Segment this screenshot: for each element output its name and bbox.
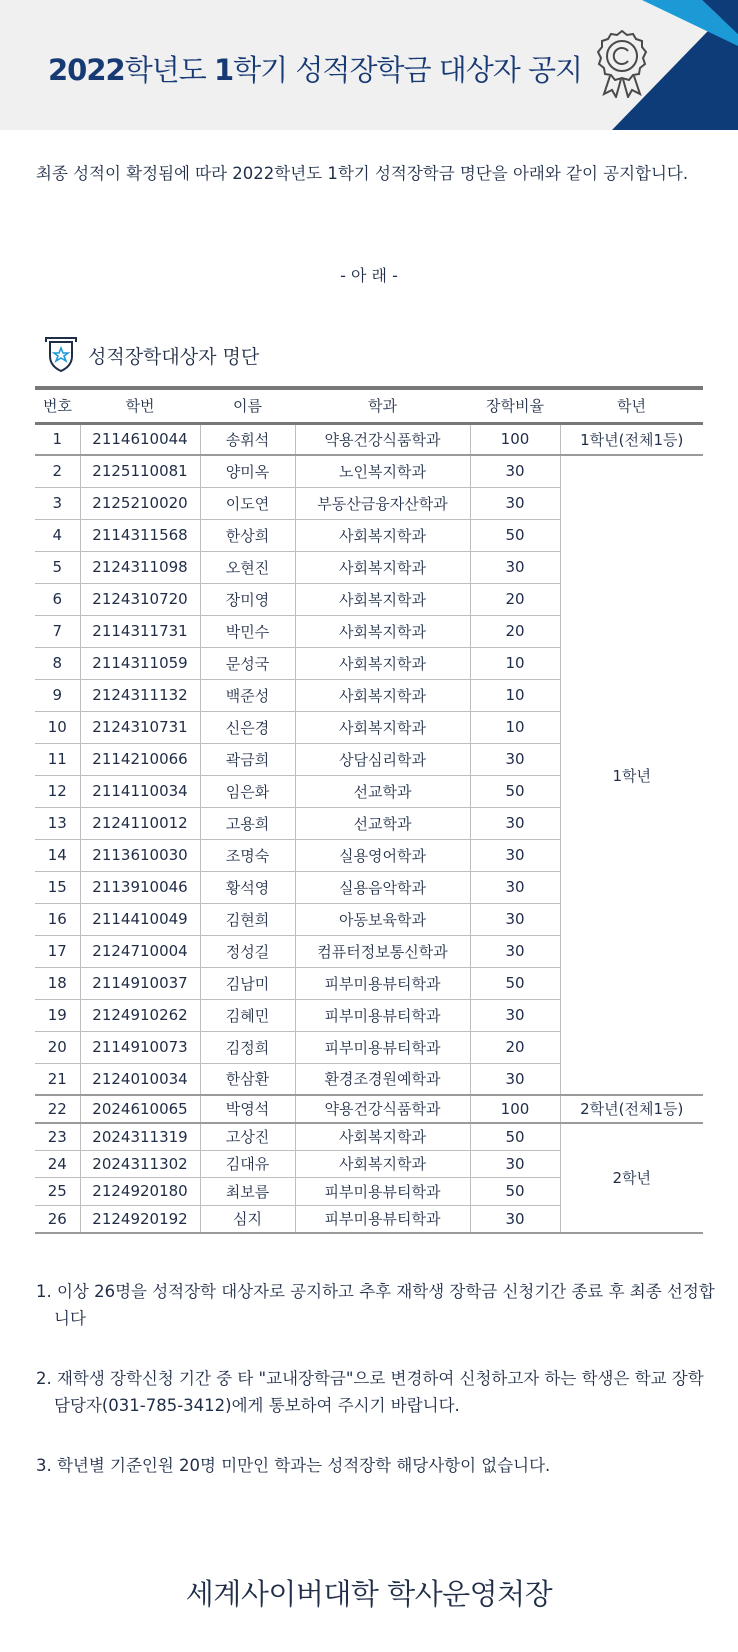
cell-dept: 피부미용뷰티학과 xyxy=(295,999,470,1031)
cell-no: 6 xyxy=(35,583,80,615)
cell-name: 한삼환 xyxy=(200,1063,295,1095)
cell-ratio: 20 xyxy=(470,615,560,647)
cell-id: 2114311059 xyxy=(80,647,200,679)
cell-dept: 약용건강식품학과 xyxy=(295,1095,470,1123)
cell-dept: 사회복지학과 xyxy=(295,551,470,583)
cell-ratio: 30 xyxy=(470,807,560,839)
cell-ratio: 10 xyxy=(470,679,560,711)
cell-id: 2124110012 xyxy=(80,807,200,839)
cell-ratio: 30 xyxy=(470,455,560,487)
cell-dept: 사회복지학과 xyxy=(295,583,470,615)
cell-ratio: 100 xyxy=(470,1095,560,1123)
cell-name: 오현진 xyxy=(200,551,295,583)
cell-dept: 사회복지학과 xyxy=(295,647,470,679)
cell-grade: 1학년(전체1등) xyxy=(560,423,703,455)
cell-id: 2124310720 xyxy=(80,583,200,615)
cell-ratio: 100 xyxy=(470,423,560,455)
cell-dept: 사회복지학과 xyxy=(295,1123,470,1151)
cell-no: 14 xyxy=(35,839,80,871)
cell-name: 이도연 xyxy=(200,487,295,519)
cell-name: 한상희 xyxy=(200,519,295,551)
cell-name: 김남미 xyxy=(200,967,295,999)
table-row xyxy=(35,1095,703,1123)
cell-ratio: 30 xyxy=(470,1063,560,1095)
cell-no: 24 xyxy=(35,1150,80,1178)
cell-name: 정성길 xyxy=(200,935,295,967)
cell-ratio: 30 xyxy=(470,551,560,583)
shield-star-icon xyxy=(42,336,80,374)
cell-name: 장미영 xyxy=(200,583,295,615)
cell-no: 2 xyxy=(35,455,80,487)
col-header-dept: 학과 xyxy=(295,388,470,423)
cell-dept: 선교학과 xyxy=(295,775,470,807)
cell-dept: 피부미용뷰티학과 xyxy=(295,1205,470,1233)
cell-name: 박영석 xyxy=(200,1095,295,1123)
cell-ratio: 30 xyxy=(470,999,560,1031)
issuer-signature: 세계사이버대학 학사운영처장 xyxy=(185,1577,553,1611)
cell-name: 박민수 xyxy=(200,615,295,647)
cell-id: 2114910073 xyxy=(80,1031,200,1063)
cell-no: 4 xyxy=(35,519,80,551)
cell-dept: 아동보육학과 xyxy=(295,903,470,935)
cell-no: 20 xyxy=(35,1031,80,1063)
cell-dept: 실용영어학과 xyxy=(295,839,470,871)
cell-no: 21 xyxy=(35,1063,80,1095)
cell-dept: 사회복지학과 xyxy=(295,1150,470,1178)
cell-no: 10 xyxy=(35,711,80,743)
cell-dept: 피부미용뷰티학과 xyxy=(295,1178,470,1206)
cell-dept: 환경조경원예학과 xyxy=(295,1063,470,1095)
cell-id: 2113910046 xyxy=(80,871,200,903)
cell-ratio: 50 xyxy=(470,1123,560,1151)
cell-ratio: 50 xyxy=(470,775,560,807)
cell-dept: 실용음악학과 xyxy=(295,871,470,903)
cell-id: 2024311319 xyxy=(80,1123,200,1151)
cell-name: 양미옥 xyxy=(200,455,295,487)
cell-no: 25 xyxy=(35,1178,80,1206)
cell-no: 3 xyxy=(35,487,80,519)
cell-id: 2114311731 xyxy=(80,615,200,647)
cell-ratio: 30 xyxy=(470,1205,560,1233)
note-item: 3. 학년별 기준인원 20명 미만인 학과는 성적장학 해당사항이 없습니다. xyxy=(36,1456,551,1475)
notice-header xyxy=(0,0,738,130)
cell-id: 2024311302 xyxy=(80,1150,200,1178)
cell-id: 2124920180 xyxy=(80,1178,200,1206)
cell-ratio: 30 xyxy=(470,1150,560,1178)
cell-ratio: 50 xyxy=(470,1178,560,1206)
cell-no: 7 xyxy=(35,615,80,647)
cell-id: 2024610065 xyxy=(80,1095,200,1123)
cell-ratio: 30 xyxy=(470,871,560,903)
cell-id: 2114410049 xyxy=(80,903,200,935)
corner-decoration xyxy=(598,0,738,130)
cell-name: 송휘석 xyxy=(200,423,295,455)
cell-grade: 2학년 xyxy=(560,1123,703,1233)
cell-id: 2124310731 xyxy=(80,711,200,743)
cell-dept: 피부미용뷰티학과 xyxy=(295,967,470,999)
cell-ratio: 20 xyxy=(470,1031,560,1063)
col-header-grade: 학년 xyxy=(560,388,703,423)
cell-ratio: 30 xyxy=(470,839,560,871)
cell-name: 고용희 xyxy=(200,807,295,839)
cell-dept: 상담심리학과 xyxy=(295,743,470,775)
cell-ratio: 20 xyxy=(470,583,560,615)
cell-name: 신은경 xyxy=(200,711,295,743)
page-title: 2022학년도 1학기 성적장학금 대상자 공지 xyxy=(48,53,582,87)
table-row xyxy=(35,1123,703,1151)
cell-id: 2124010034 xyxy=(80,1063,200,1095)
cell-name: 임은화 xyxy=(200,775,295,807)
cell-dept: 피부미용뷰티학과 xyxy=(295,1031,470,1063)
cell-ratio: 10 xyxy=(470,647,560,679)
cell-dept: 부동산금융자산학과 xyxy=(295,487,470,519)
note-item: 1. 이상 26명을 성적장학 대상자로 공지하고 추후 재학생 장학금 신청기간 종료 후 최종 선정합니다 xyxy=(36,1282,715,1328)
cell-ratio: 50 xyxy=(470,519,560,551)
cell-id: 2124910262 xyxy=(80,999,200,1031)
cell-dept: 사회복지학과 xyxy=(295,679,470,711)
cell-id: 2114610044 xyxy=(80,423,200,455)
col-header-id: 학번 xyxy=(80,388,200,423)
cell-id: 2124311098 xyxy=(80,551,200,583)
cell-id: 2124710004 xyxy=(80,935,200,967)
cell-no: 9 xyxy=(35,679,80,711)
cell-no: 19 xyxy=(35,999,80,1031)
cell-id: 2114110034 xyxy=(80,775,200,807)
cell-id: 2125110081 xyxy=(80,455,200,487)
cell-grade: 2학년(전체1등) xyxy=(560,1095,703,1123)
cell-ratio: 50 xyxy=(470,967,560,999)
cell-name: 고상진 xyxy=(200,1123,295,1151)
cell-name: 문성국 xyxy=(200,647,295,679)
cell-no: 11 xyxy=(35,743,80,775)
cell-name: 김정희 xyxy=(200,1031,295,1063)
cell-no: 13 xyxy=(35,807,80,839)
cell-id: 2114910037 xyxy=(80,967,200,999)
cell-no: 1 xyxy=(35,423,80,455)
note-item: 2. 재학생 장학신청 기간 중 타 "교내장학금"으로 변경하여 신청하고자 하는 학생은 학교 장학담당자(031-785-3412)에게 통보하여 주시기 바랍니다. xyxy=(36,1369,704,1415)
cell-ratio: 30 xyxy=(470,487,560,519)
cell-no: 18 xyxy=(35,967,80,999)
notes xyxy=(36,1278,716,1512)
cell-no: 12 xyxy=(35,775,80,807)
cell-no: 22 xyxy=(35,1095,80,1123)
cell-name: 황석영 xyxy=(200,871,295,903)
col-header-ratio: 장학비율 xyxy=(470,388,560,423)
section-title: 성적장학대상자 명단 xyxy=(88,345,260,368)
cell-name: 백준성 xyxy=(200,679,295,711)
cell-name: 김현희 xyxy=(200,903,295,935)
table-header-row xyxy=(35,388,703,423)
cell-name: 심지 xyxy=(200,1205,295,1233)
cell-no: 26 xyxy=(35,1205,80,1233)
cell-dept: 사회복지학과 xyxy=(295,615,470,647)
cell-dept: 사회복지학과 xyxy=(295,711,470,743)
cell-name: 조명숙 xyxy=(200,839,295,871)
cell-grade: 1학년 xyxy=(560,455,703,1095)
cell-no: 8 xyxy=(35,647,80,679)
cell-ratio: 30 xyxy=(470,743,560,775)
cell-no: 16 xyxy=(35,903,80,935)
table-row xyxy=(35,423,703,455)
cell-dept: 컴퓨터정보통신학과 xyxy=(295,935,470,967)
col-header-name: 이름 xyxy=(200,388,295,423)
table-row xyxy=(35,455,703,487)
cell-id: 2124311132 xyxy=(80,679,200,711)
cell-no: 5 xyxy=(35,551,80,583)
arae-heading: - 아 래 - xyxy=(340,266,398,285)
cell-dept: 약용건강식품학과 xyxy=(295,423,470,455)
cell-dept: 선교학과 xyxy=(295,807,470,839)
cell-dept: 사회복지학과 xyxy=(295,519,470,551)
cell-dept: 노인복지학과 xyxy=(295,455,470,487)
cell-no: 23 xyxy=(35,1123,80,1151)
cell-id: 2114210066 xyxy=(80,743,200,775)
cell-name: 곽금희 xyxy=(200,743,295,775)
cell-name: 김대유 xyxy=(200,1150,295,1178)
section-heading xyxy=(42,336,259,374)
cell-ratio: 10 xyxy=(470,711,560,743)
cell-name: 김혜민 xyxy=(200,999,295,1031)
cell-id: 2114311568 xyxy=(80,519,200,551)
cell-no: 15 xyxy=(35,871,80,903)
intro-text: 최종 성적이 확정됨에 따라 2022학년도 1학기 성적장학금 명단을 아래와 같이 공지합니다. xyxy=(36,164,689,183)
cell-name: 최보름 xyxy=(200,1178,295,1206)
cell-id: 2124920192 xyxy=(80,1205,200,1233)
cell-ratio: 30 xyxy=(470,935,560,967)
cell-ratio: 30 xyxy=(470,903,560,935)
scholarship-table xyxy=(35,386,703,1234)
cell-no: 17 xyxy=(35,935,80,967)
cell-id: 2125210020 xyxy=(80,487,200,519)
scholarship-table-wrap xyxy=(35,386,703,1234)
cell-id: 2113610030 xyxy=(80,839,200,871)
col-header-no: 번호 xyxy=(35,388,80,423)
